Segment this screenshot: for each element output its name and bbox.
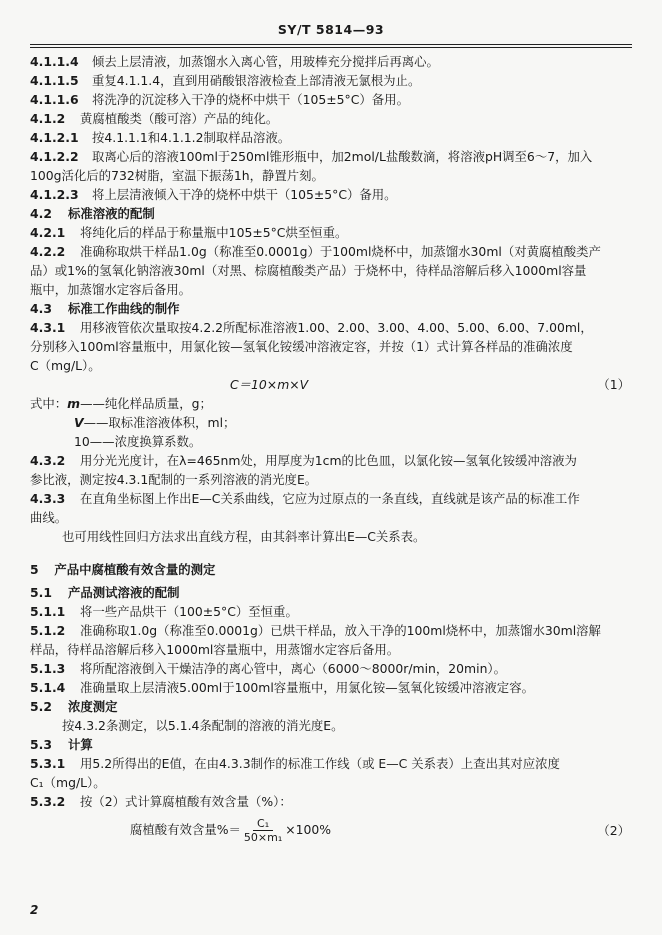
clause-text: 将所配溶液倒入干燥洁净的离心管中，离心（6000～8000r/min，20min）。 xyxy=(80,661,507,676)
clause-number: 4.3 xyxy=(30,301,52,316)
where-lead: 式中： xyxy=(30,396,68,411)
clause-line xyxy=(30,754,630,773)
clause-line xyxy=(30,640,630,659)
header-rule xyxy=(30,44,632,45)
clause-number: 5.1.4 xyxy=(30,680,66,695)
clause-number: 5.1.2 xyxy=(30,623,66,638)
clauses-4-1-to-4-3-1 xyxy=(30,52,630,375)
clause-text: 重复4.1.1.4，直到用硝酸银溶液检查上部清液无氯根为止。 xyxy=(92,73,421,88)
clause-text: 样品，待样品溶解后移入1000ml容量瓶中，用蒸馏水定容后备用。 xyxy=(30,642,400,657)
clause-line xyxy=(30,489,630,508)
page-number: 2 xyxy=(30,903,39,917)
clause-text: 100g活化后的732树脂，室温下振荡1h，静置片刻。 xyxy=(30,168,324,183)
clause-number: 5.3.2 xyxy=(30,794,66,809)
equation-1-formula: C＝10×m×V xyxy=(230,377,309,392)
equation-2-denominator: 50×m₁ xyxy=(243,831,283,844)
clause-number: 4.1.1.6 xyxy=(30,92,79,107)
clause-text: 将上层清液倾入干净的烧杯中烘干（105±5°C）备用。 xyxy=(92,187,397,202)
where-desc-10: ——浓度换算系数。 xyxy=(89,434,202,449)
clause-text: 倾去上层清液，加蒸馏水入离心管，用玻棒充分搅拌后再离心。 xyxy=(92,54,439,69)
clause-text: 将纯化后的样品于称量瓶中105±5°C烘至恒重。 xyxy=(80,225,348,240)
clause-line xyxy=(30,318,630,337)
clauses-5-1-to-5-2 xyxy=(30,583,630,716)
clause-line xyxy=(30,337,630,356)
clause-line xyxy=(30,223,630,242)
clause-line xyxy=(30,678,630,697)
clause-number: 4.1.1.4 xyxy=(30,54,79,69)
clause-text: 标准工作曲线的制作 xyxy=(68,301,180,316)
section-5-heading xyxy=(30,560,630,579)
clause-line xyxy=(30,109,630,128)
clause-text: 用5.2所得出的E值，在由4.3.3制作的标准工作线（或 E—C 关系表）上查出其对应浓度 xyxy=(80,756,560,771)
equation-1 xyxy=(30,375,630,394)
note-paragraph: 也可用线性回归方法求出直线方程，由其斜率计算出E—C关系表。 xyxy=(62,529,426,544)
clause-line xyxy=(30,621,630,640)
clause-number: 5.1 xyxy=(30,585,52,600)
clause-text: 按（2）式计算腐植酸有效含量（%）： xyxy=(80,794,292,809)
clause-text: C（mg/L）。 xyxy=(30,358,101,373)
clause-number: 4.1.2.2 xyxy=(30,149,79,164)
clause-text: 准确量取上层清液5.00ml于100ml容量瓶中，用氯化铵—氢氧化铵缓冲溶液定容。 xyxy=(80,680,534,695)
clause-text: 在直角坐标图上作出E—C关系曲线，它应为过原点的一条直线，直线就是该产品的标准工作 xyxy=(80,491,580,506)
where-sym-v: V xyxy=(74,415,84,430)
clause-text: 曲线。 xyxy=(30,510,68,525)
clause-text: 用分光光度计，在λ=465nm处，用厚度为1cm的比色皿，以氯化铵—氢氧化铵缓冲溶液为 xyxy=(80,453,577,468)
clause-text: 用移液管依次量取按4.2.2所配标准溶液1.00、2.00、3.00、4.00、5.00、6.00、7.00ml， xyxy=(80,320,593,335)
clause-line xyxy=(30,280,630,299)
where-line-3 xyxy=(30,432,630,451)
clauses-4-3-2-to-4-3-3 xyxy=(30,451,630,527)
clause-text: 将一些产品烘干（100±5°C）至恒重。 xyxy=(80,604,298,619)
clause-text: 品）或1%的氢氧化钠溶液30ml（对黑、棕腐植酸类产品）于烧杯中，待样品溶解后移入1000ml容量 xyxy=(30,263,587,278)
clause-line xyxy=(30,470,630,489)
where-line-2 xyxy=(30,413,630,432)
clause-text: 将洗净的沉淀移入干净的烧杯中烘干（105±5°C）备用。 xyxy=(92,92,409,107)
clause-line xyxy=(30,261,630,280)
clause-line xyxy=(30,583,630,602)
header-rule-double xyxy=(30,47,632,48)
clause-number: 5.2 xyxy=(30,699,52,714)
equation-2-rhs: ×100% xyxy=(285,822,332,837)
where-desc-m: ——纯化样品质量，g； xyxy=(80,396,212,411)
clause-text: 分别移入100ml容量瓶中，用氯化铵—氢氧化铵缓冲溶液定容，并按（1）式计算各样品的准确浓度 xyxy=(30,339,573,354)
clause-text: 计算 xyxy=(68,737,93,752)
clause-text: 按4.1.1.1和4.1.1.2制取样品溶液。 xyxy=(92,130,291,145)
clause-text: 准确称取1.0g（称准至0.0001g）已烘干样品，放入干净的100ml烧杯中，加蒸馏水30ml溶解 xyxy=(80,623,601,638)
clause-number: 4.2.2 xyxy=(30,244,66,259)
clause-text: 准确称取烘干样品1.0g（称准至0.0001g）于100ml烧杯中，加蒸馏水30ml（对黄腐植酸类产 xyxy=(80,244,601,259)
standard-code-header: SY/T 5814—93 xyxy=(277,22,385,37)
clause-number: 4.3.2 xyxy=(30,453,66,468)
clause-line xyxy=(30,90,630,109)
clause-line xyxy=(30,166,630,185)
clause-text: C₁（mg/L）。 xyxy=(30,775,106,790)
clause-number: 5.1.1 xyxy=(30,604,66,619)
clause-line xyxy=(30,128,630,147)
where-sym-10: 10 xyxy=(74,434,90,449)
clause-line xyxy=(30,602,630,621)
clause-text: 产品测试溶液的配制 xyxy=(68,585,180,600)
clause-number: 4.1.2.3 xyxy=(30,187,79,202)
clause-line xyxy=(30,52,630,71)
clause-line xyxy=(30,71,630,90)
clauses-5-3-to-5-3-2 xyxy=(30,735,630,811)
clause-line xyxy=(30,204,630,223)
clause-line xyxy=(30,451,630,470)
clause-line xyxy=(30,508,630,527)
equation-2 xyxy=(30,817,630,844)
clause-text: 黄腐植酸类（酸可溶）产品的纯化。 xyxy=(80,111,279,126)
equation-2-numerator: C₁ xyxy=(253,817,273,831)
clause-line xyxy=(30,773,630,792)
clause-line xyxy=(30,659,630,678)
where-line-1 xyxy=(30,394,630,413)
equation-2-lhs: 腐植酸有效含量%＝ xyxy=(130,822,241,837)
document-body xyxy=(30,52,630,844)
clause-number: 4.3.3 xyxy=(30,491,66,506)
where-desc-v: ——取标准溶液体积，ml； xyxy=(83,415,236,430)
clause-line xyxy=(30,185,630,204)
clause-number: 4.1.2.1 xyxy=(30,130,79,145)
clause-text: 瓶中，加蒸馏水定容后备用。 xyxy=(30,282,192,297)
clause-number: 4.2 xyxy=(30,206,52,221)
section-5-number: 5 xyxy=(30,562,39,577)
para-5-2: 按4.3.2条测定，以5.1.4条配制的溶液的消光度E。 xyxy=(62,718,344,733)
clause-text: 取离心后的溶液100ml于250ml锥形瓶中，加2mol/L盐酸数滴，将溶液pH调至6～7，加入 xyxy=(92,149,593,164)
clause-line xyxy=(30,735,630,754)
equation-2-fraction xyxy=(244,817,282,844)
where-sym-m: m xyxy=(67,396,81,411)
section-5-title: 产品中腐植酸有效含量的测定 xyxy=(54,562,216,577)
clause-text: 标准溶液的配制 xyxy=(68,206,155,221)
clause-line xyxy=(30,356,630,375)
clause-number: 5.1.3 xyxy=(30,661,66,676)
clause-number: 4.3.1 xyxy=(30,320,66,335)
clause-line xyxy=(30,299,630,318)
clause-number: 5.3.1 xyxy=(30,756,66,771)
clause-number: 4.2.1 xyxy=(30,225,66,240)
clause-line xyxy=(30,147,630,166)
clause-text: 浓度测定 xyxy=(68,699,118,714)
equation-1-label: （1） xyxy=(597,377,630,392)
clause-line xyxy=(30,242,630,261)
clause-number: 4.1.2 xyxy=(30,111,66,126)
clause-line xyxy=(30,792,630,811)
clause-number: 4.1.1.5 xyxy=(30,73,79,88)
clause-text: 参比液，测定按4.3.1配制的一系列溶液的消光度E。 xyxy=(30,472,318,487)
equation-2-label: （2） xyxy=(597,823,630,838)
clause-line xyxy=(30,697,630,716)
clause-number: 5.3 xyxy=(30,737,52,752)
